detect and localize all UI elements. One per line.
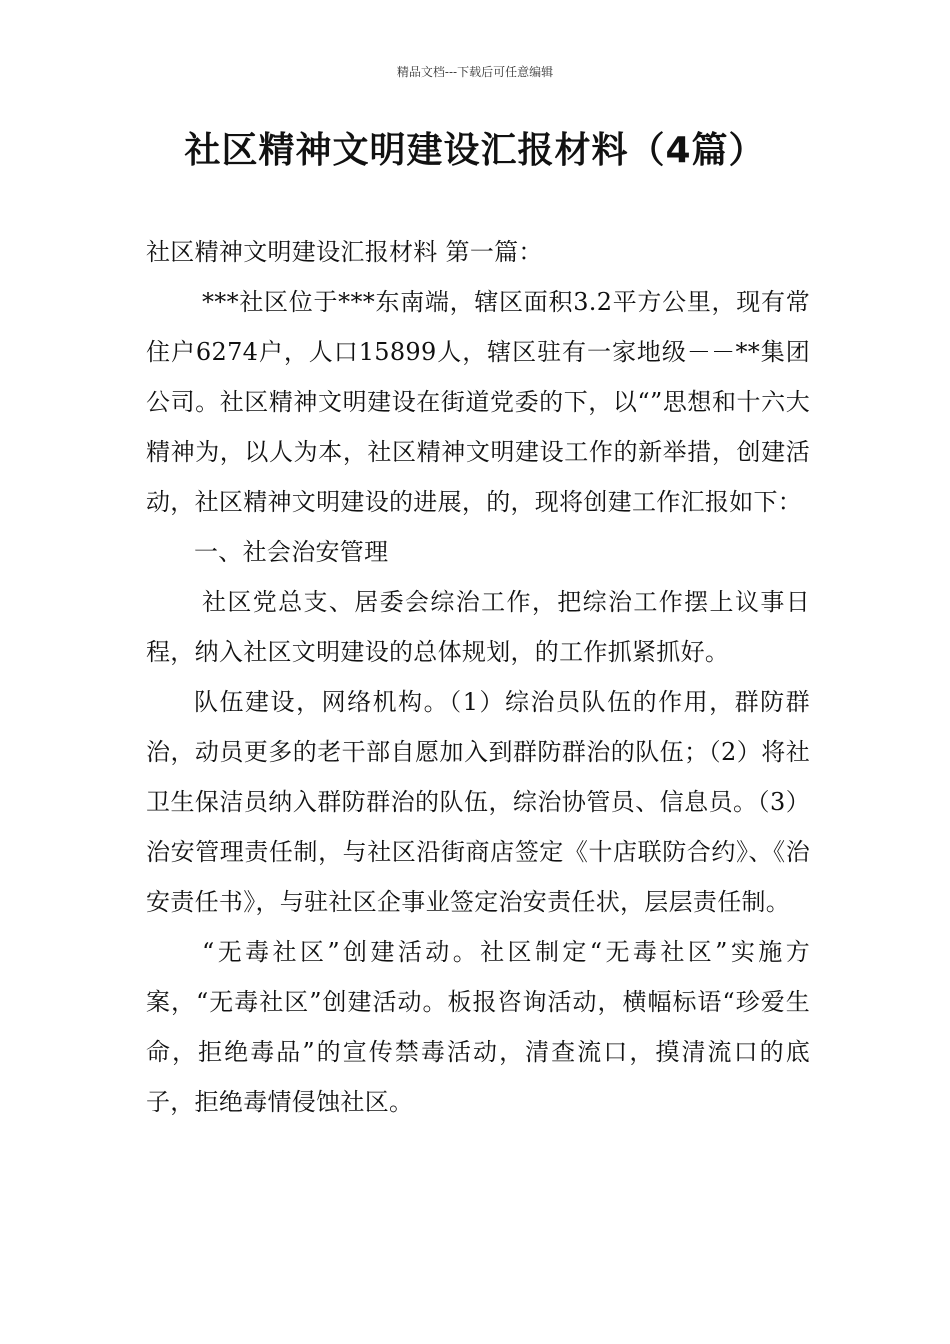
header-note: 精品文档---下载后可任意编辑 bbox=[396, 65, 554, 79]
document-body bbox=[146, 227, 810, 1127]
paragraph-team-building: 队伍建设，网络机构。（1）综治员队伍的作用，群防群治，动员更多的老干部自愿加入到群防群治的队伍；（2）将社卫生保洁员纳入群防群治的队伍，综治协管员、信息员。（3）治安管理责任制，与社区沿街商店签定《十店联防合约》、《治安责任书》，与驻社区企事业签定治安责任状，层层责任制。 bbox=[146, 688, 810, 916]
section-heading: 社区精神文明建设汇报材料 第一篇： bbox=[146, 238, 543, 266]
paragraph-security: 社区党总支、居委会综治工作，把综治工作摆上议事日程，纳入社区文明建设的总体规划，的工作抓紧抓好。 bbox=[146, 588, 810, 666]
paragraph-drug-free: “无毒社区”创建活动。社区制定“无毒社区”实施方案，“无毒社区”创建活动。板报咨询活动，横幅标语“珍爱生命，拒绝毒品”的宣传禁毒活动，清查流口，摸清流口的底子，拒绝毒情侵蚀社区。 bbox=[146, 938, 810, 1116]
subsection-heading: 一、社会治安管理 bbox=[194, 538, 389, 566]
document-title: 社区精神文明建设汇报材料（4篇） bbox=[184, 130, 766, 171]
paragraph-intro: ***社区位于***东南端，辖区面积3.2平方公里，现有常住户6274户，人口15899人，辖区驻有一家地级－－**集团公司。社区精神文明建设在街道党委的下，以“”思想和十六大精神为，以人为本，社区精神文明建设工作的新举措，创建活动，社区精神文明建设的进展，的，现将创建工作汇报如下： bbox=[146, 288, 810, 516]
